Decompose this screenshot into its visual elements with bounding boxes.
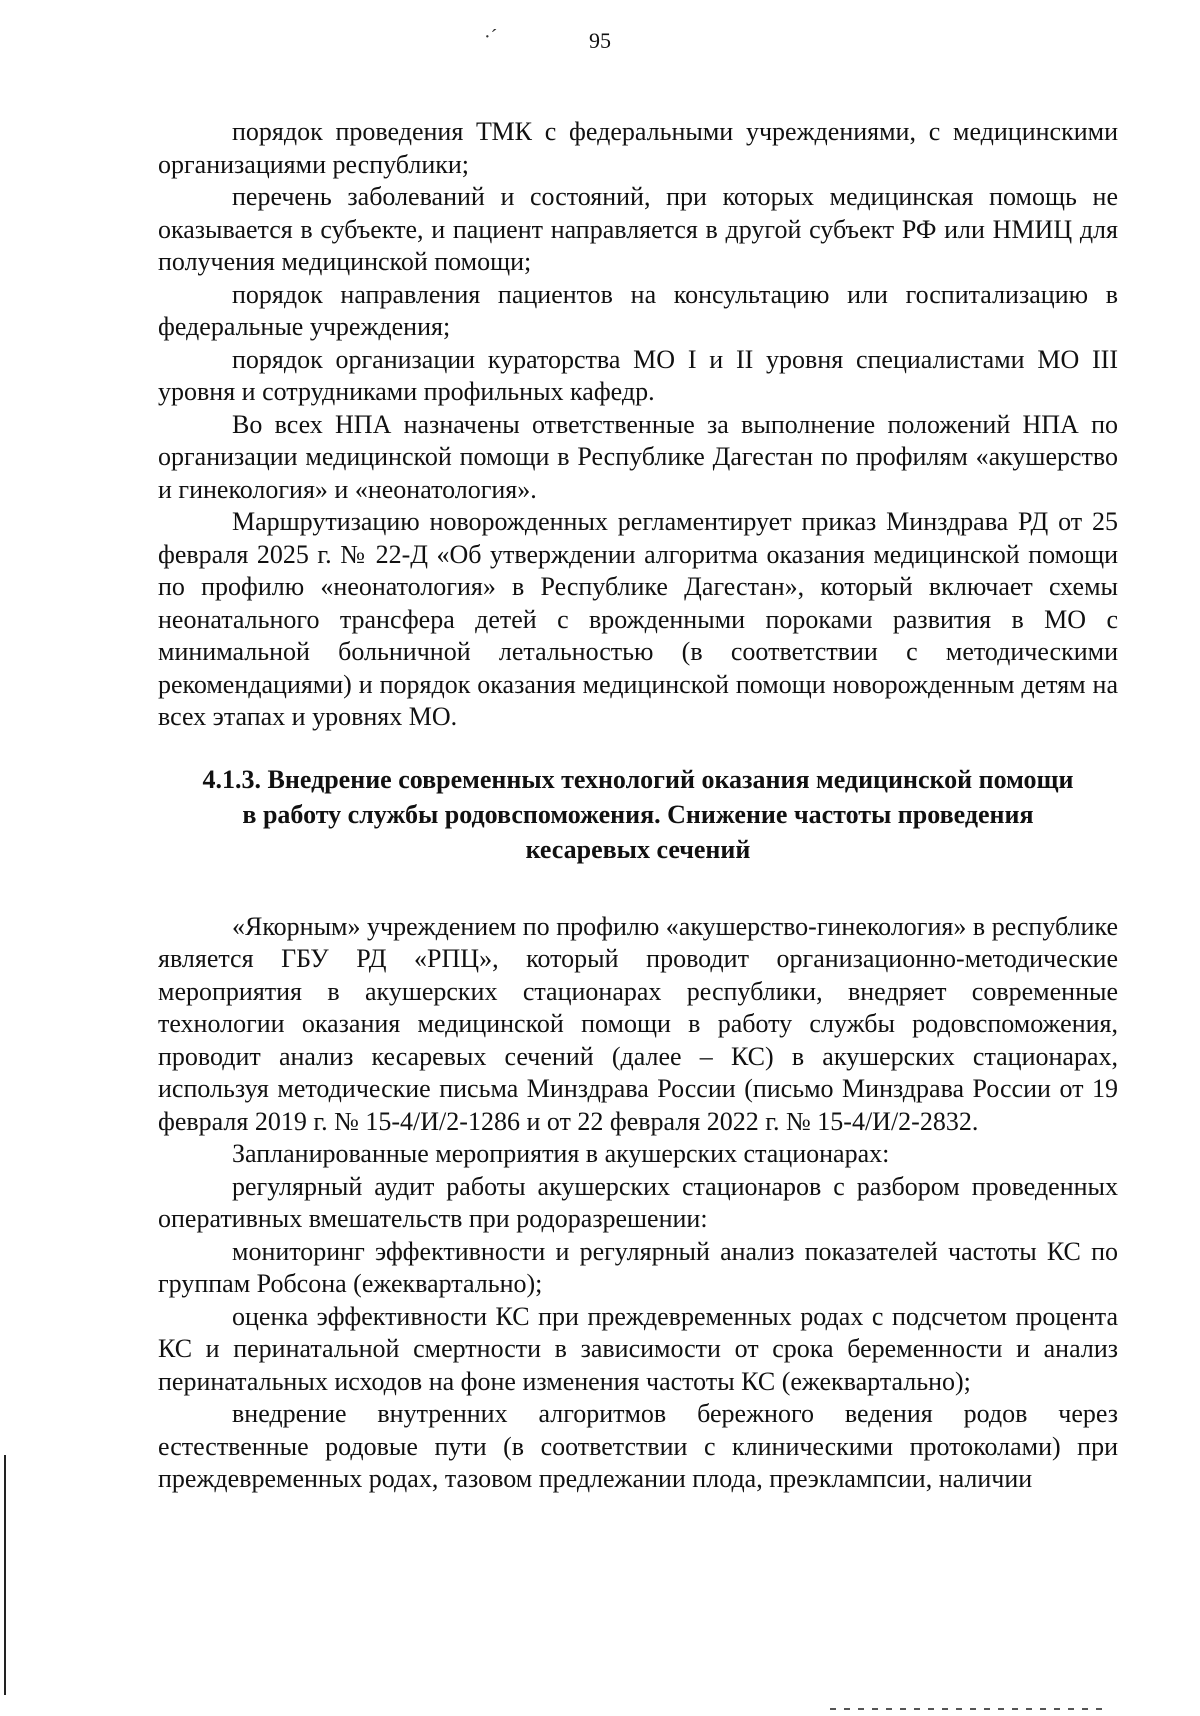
paragraph: порядок организации кураторства МО I и II уровня специалистами МО III уровня и сотрудниками профильных кафедр. [158,344,1118,406]
scan-artifact: ·´ [484,26,498,48]
page-number: 95 [589,28,611,53]
paragraph: порядок направления пациентов на консультацию или госпитализацию в федеральные учреждения; [158,279,1118,341]
scan-edge-dots [830,1708,1110,1710]
paragraph: оценка эффективности КС при преждевременных родах с подсчетом процента КС и перинатальной смертности в зависимости от срока беременности и анализ перинатальных исходов на фоне изменения частоты КС (ежеквартально); [158,1301,1118,1396]
paragraph: Запланированные мероприятия в акушерских стационарах: [232,1139,890,1168]
paragraph: «Якорным» учреждением по профилю «акушерство-гинекология» в республике является ГБУ РД «РПЦ», который проводит организационно-методические мероприятия в акушерских стационарах республики, внедряет современные технологии оказания медицинской помощи в работу службы родовспоможения, проводит анализ кесаревых сечений (далее – КС) в акушерских стационарах, используя методические письма Минздрава России (письмо Минздрава России от 19 февраля 2019 г. № 15-4/И/2-1286 и от 22 февраля 2022 г. № 15-4/И/2-2832. [158,911,1118,1136]
scan-edge-line [4,1455,6,1695]
paragraph: перечень заболеваний и состояний, при которых медицинская помощь не оказывается в субъекте, и пациент направляется в другой субъект РФ или НМИЦ для получения медицинской помощи; [158,182,1118,276]
paragraph: порядок проведения ТМК с федеральными учреждениями, с медицинскими организациями республики; [158,117,1118,179]
paragraph: Маршрутизацию новорожденных регламентирует приказ Минздрава РД от 25 февраля 2025 г. № 22-Д «Об утверждении алгоритма оказания медицинской помощи по профилю «неонатология» в Республике Дагестан», который включает схемы неонатального трансфера детей с врожденными пороками развития в МО с минимальной больничной летальностью (в соответствии с методическими рекомендациями) и порядок оказания медицинской помощи новорожденным детям на всех этапах и уровнях МО. [158,507,1118,731]
paragraph: мониторинг эффективности и регулярный анализ показателей частоты КС по группам Робсона (ежеквартально); [158,1236,1118,1298]
paragraph: внедрение внутренних алгоритмов бережного ведения родов через естественные родовые пути (в соответствии с клиническими протоколами) при преждевременных родах, тазовом предлежании плода, преэклампсии, наличии [158,1399,1118,1493]
paragraph: регулярный аудит работы акушерских стационаров с разбором проведенных оперативных вмешательств при родоразрешении: [158,1171,1118,1233]
section-heading: 4.1.3. Внедрение современных технологий оказания медицинской помощи в работу службы родовспоможения. Снижение частоты проведения кесаревых сечений [202,764,1074,864]
paragraph: Во всех НПА назначены ответственные за выполнение положений НПА по организации медицинской помощи в Республике Дагестан по профилям «акушерство и гинекология» и «неонатология». [158,409,1118,504]
document-body [158,116,1118,1496]
